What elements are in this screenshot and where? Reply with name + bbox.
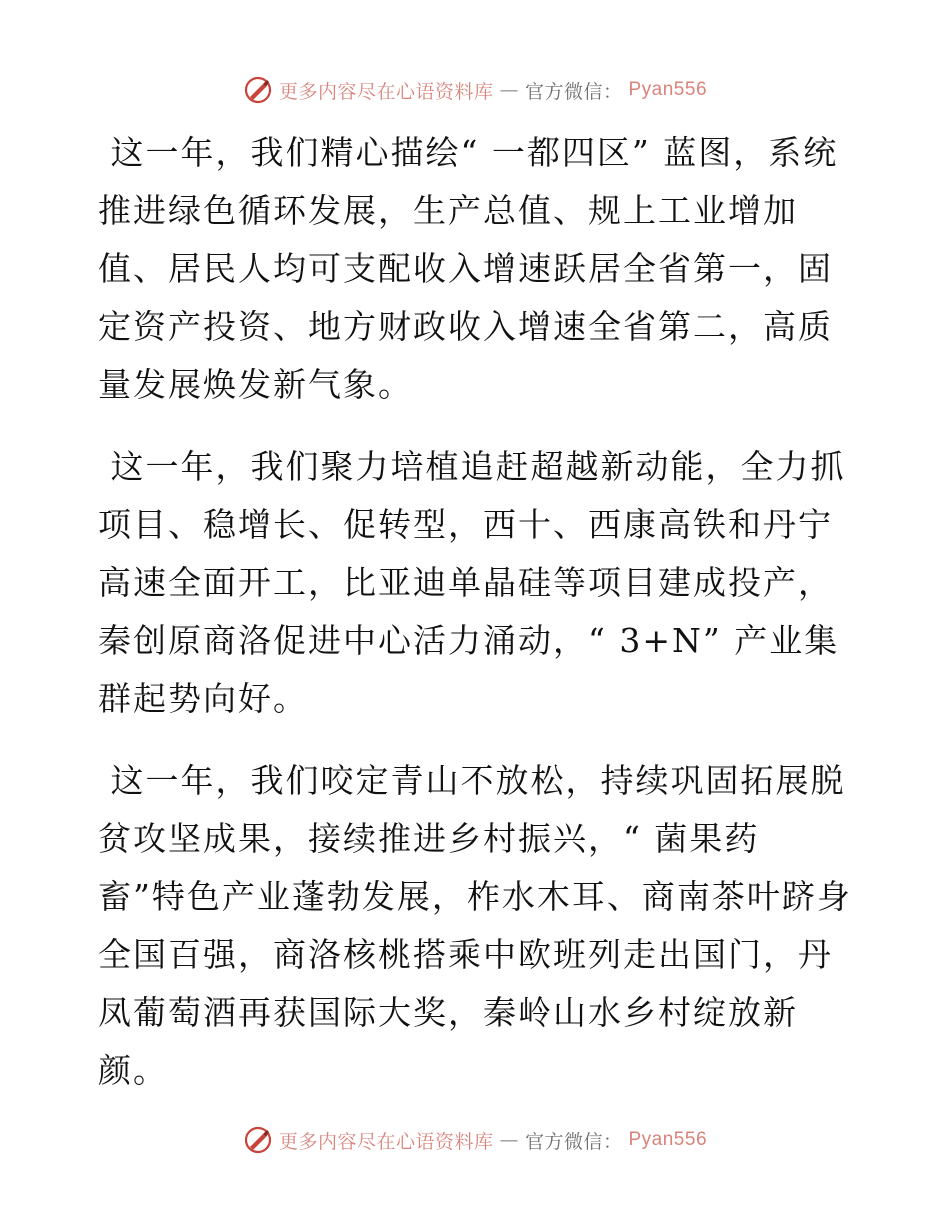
watermark-official-label: 官方微信：	[524, 1130, 623, 1153]
watermark-dash: —	[499, 79, 519, 101]
paragraph-2: 这一年，我们聚力培植追赶超越新动能，全力抓项目、稳增长、促转型，西十、西康高铁和丹宁高速全面开工，比亚迪单晶硅等项目建成投产，秦创原商洛促进中心活力涌动，“ 3+N” 产业集群起势向好。	[98, 447, 846, 718]
watermark-official-label: 官方微信：	[524, 80, 623, 103]
watermark-dash: —	[499, 1129, 519, 1151]
header-watermark	[0, 70, 950, 110]
watermark-wechat-id: Pyan556	[628, 79, 708, 100]
paragraph-3: 这一年，我们咬定青山不放松，持续巩固拓展脱贫攻坚成果，接续推进乡村振兴，“ 菌果药 畜”特色产业蓬勃发展，柞水木耳、商南茶叶跻身全国百强，商洛核桃搭乘中欧班列走出国门，丹凤葡萄酒再获国际大奖，秦岭山水乡村绽放新颜。	[98, 761, 852, 1090]
footer-watermark	[0, 1120, 950, 1160]
watermark-text: 更多内容尽在心语资料库	[278, 80, 494, 103]
pen-logo-icon	[243, 1125, 273, 1155]
pen-logo-icon	[243, 75, 273, 105]
paragraph-1: 这一年，我们精心描绘“ 一都四区” 蓝图，系统推进绿色循环发展，生产总值、规上工业增加值、居民人均可支配收入增速跃居全省第一，固定资产投资、地方财政收入增速全省第二，高质量发展焕发新气象。	[98, 133, 839, 404]
watermark-text: 更多内容尽在心语资料库	[278, 1130, 494, 1153]
document-body	[98, 124, 858, 1124]
watermark-wechat-id: Pyan556	[628, 1129, 708, 1150]
